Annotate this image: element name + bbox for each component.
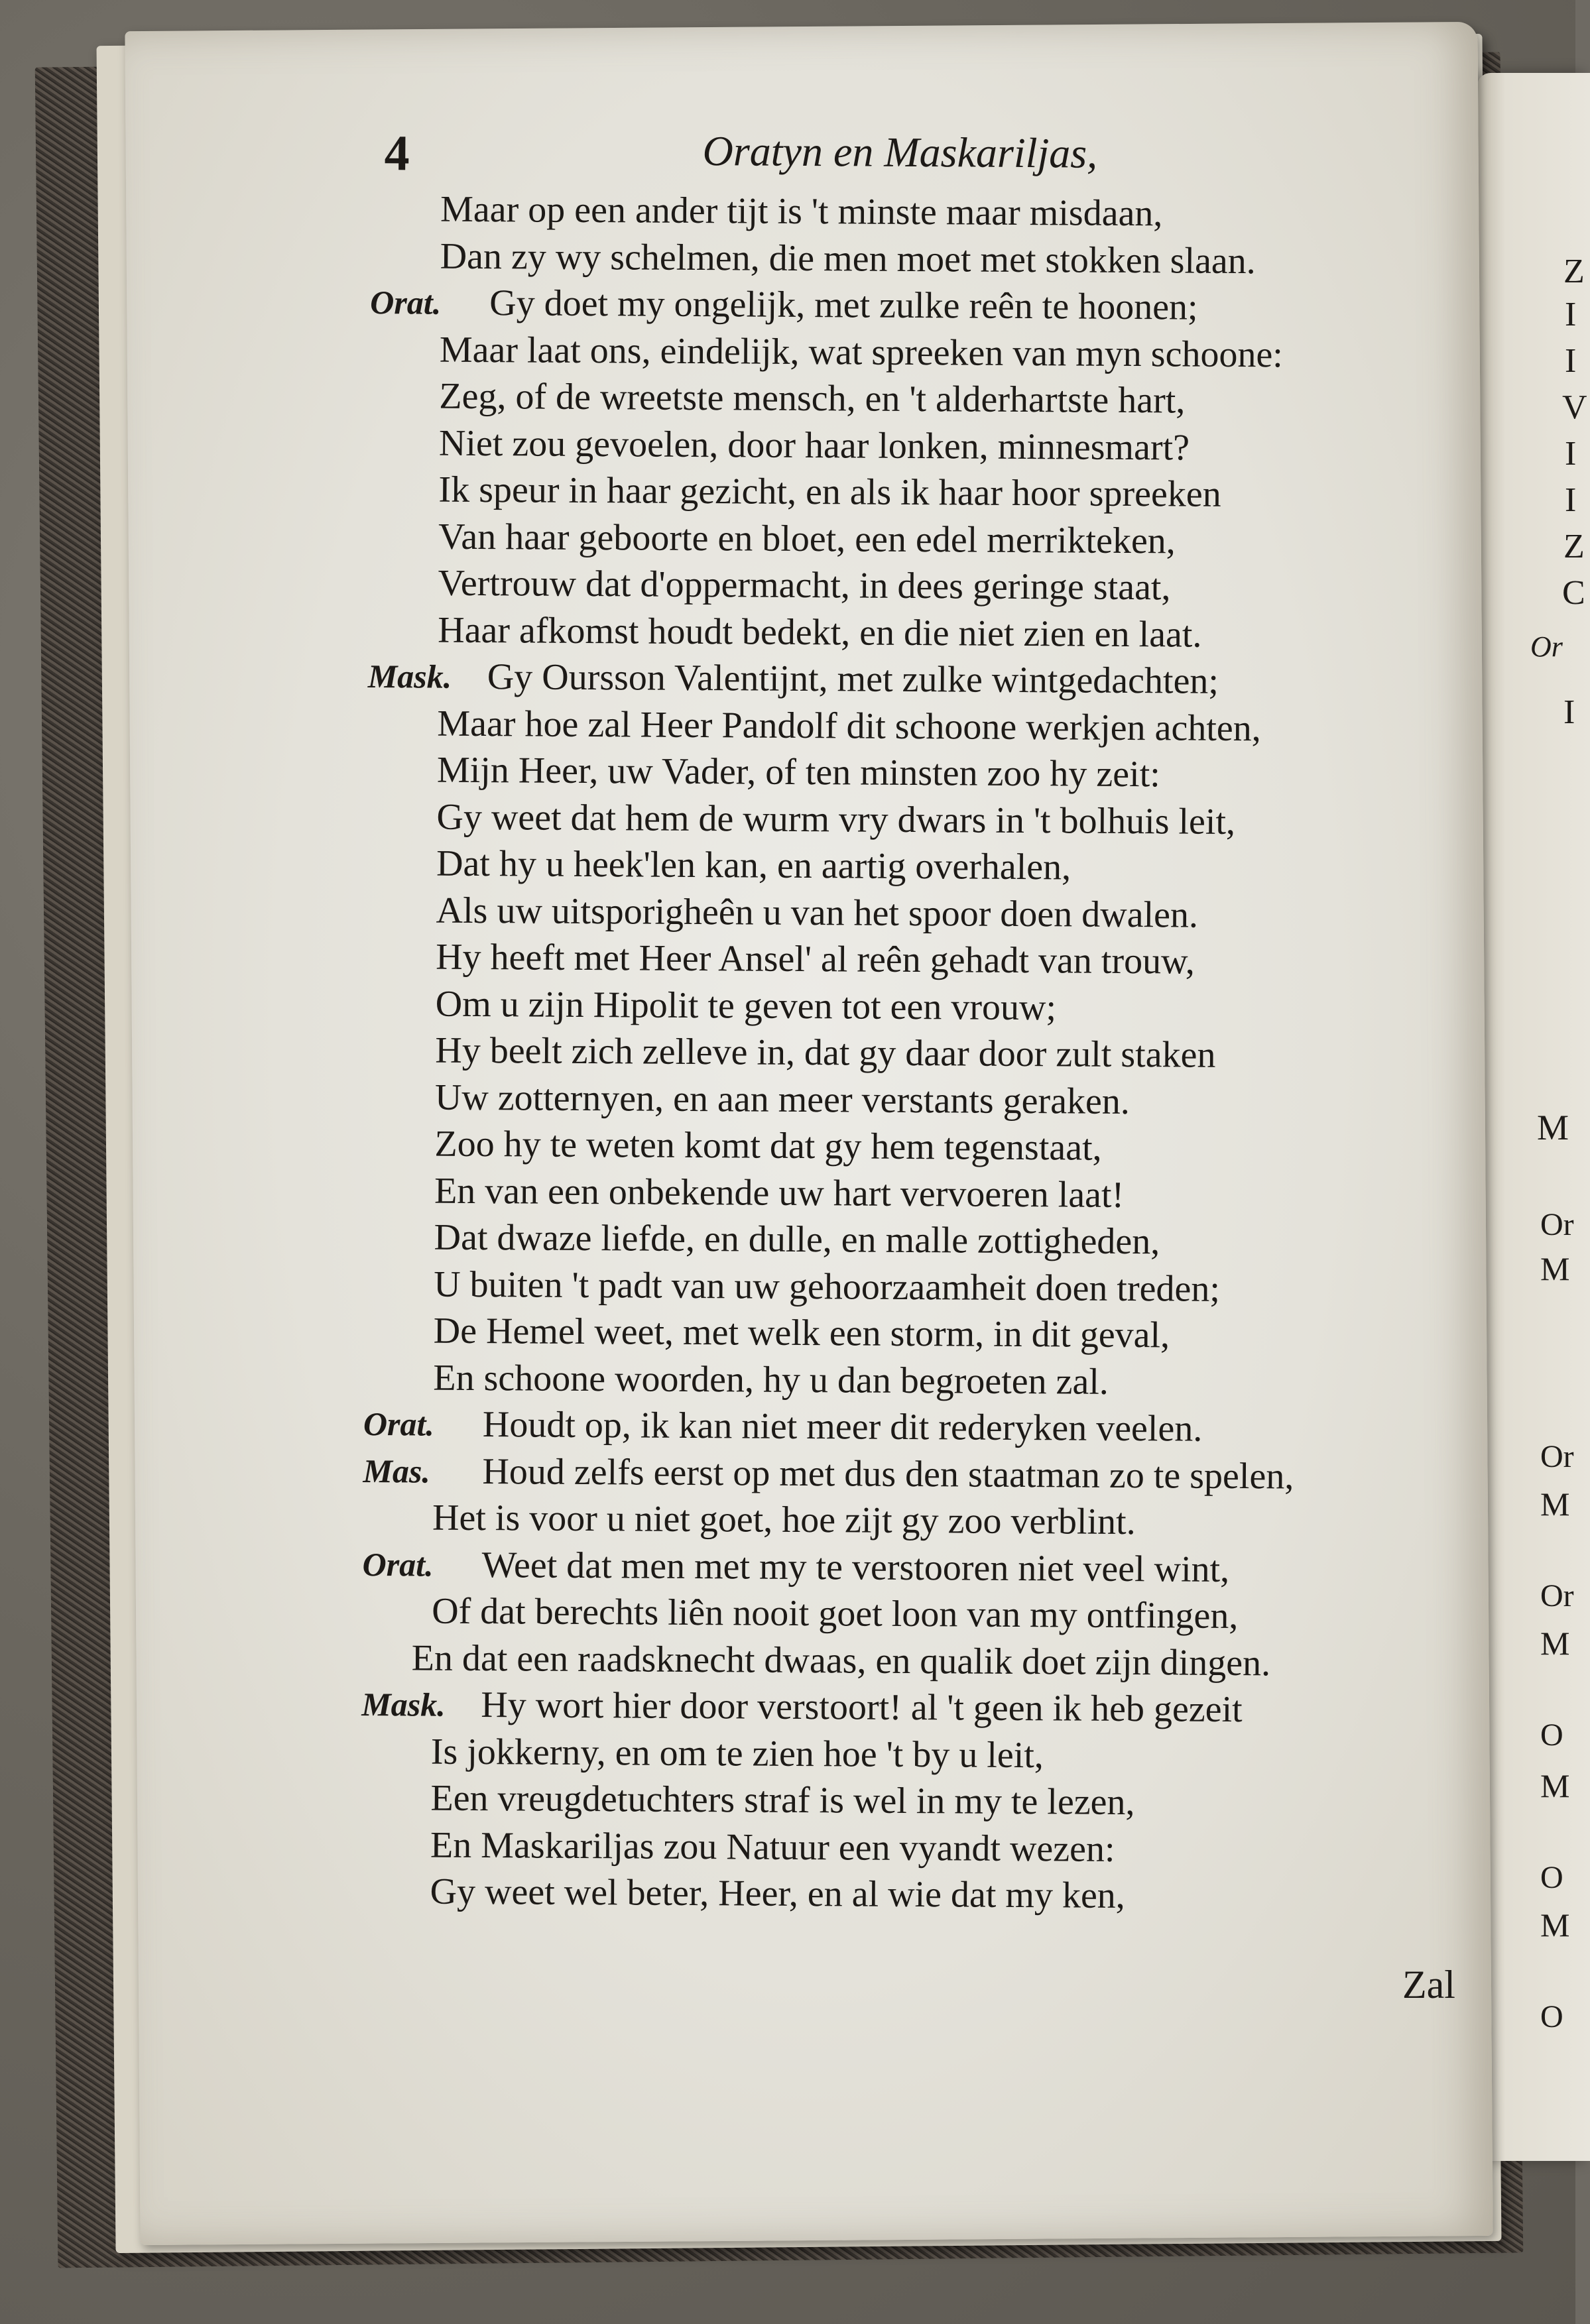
verse-line <box>369 512 1469 566</box>
verse-line <box>369 466 1469 520</box>
facing-fragment: M <box>1540 1767 1570 1804</box>
page-header <box>371 113 1472 192</box>
verse-text: Gy doet my ongelijk, met zulke reên te hoonen; <box>489 282 1198 328</box>
verse-text: De Hemel weet, met welk een storm, in dit geval, <box>433 1310 1170 1356</box>
facing-fragment: V <box>1562 388 1587 426</box>
verse-text: En dat een raadsknecht dwaas, en qualik doet zijn dingen. <box>411 1637 1271 1684</box>
verse-line <box>362 1634 1463 1688</box>
verse-line <box>370 232 1471 286</box>
catchword: Zal <box>1402 1963 1455 2006</box>
verse-text: Maar hoe zal Heer Pandolf dit schoone werkjen achten, <box>437 703 1261 749</box>
facing-fragment: M <box>1540 1906 1570 1944</box>
verse-line <box>361 1681 1462 1735</box>
facing-fragment: M <box>1540 1625 1570 1662</box>
verse-text: Als uw uitsporigheên u van het spoor doen dwalen. <box>436 890 1199 936</box>
verse-text: Uw zotternyen, en aan meer verstants geraken. <box>434 1076 1131 1122</box>
facing-fragment: Or <box>1530 630 1563 663</box>
verse-text: Hy heeft met Heer Ansel' al reên gehadt van trouw, <box>436 936 1195 982</box>
verse-text: Gy Oursson Valentijnt, met zulke wintgedachten; <box>487 656 1219 702</box>
verse-line <box>371 186 1471 239</box>
verse-text: En schoone woorden, hy u dan begroeten zal. <box>433 1357 1109 1403</box>
verse-text: En van een onbekende uw hart vervoeren laat! <box>434 1170 1125 1216</box>
verse-text: Ik speur in haar gezicht, en als ik haar hoor spreeken <box>438 469 1221 515</box>
verse-text: Dan zy wy schelmen, die men moet met stokken slaan. <box>440 235 1256 282</box>
verse-line <box>365 1167 1465 1220</box>
verse-text: Maar op een ander tijt is 't minste maar misdaan, <box>440 188 1163 235</box>
verse-text: Mijn Heer, uw Vader, of ten minsten zoo hy zeit: <box>436 749 1161 795</box>
verse-line <box>364 1214 1465 1267</box>
verse-line <box>364 1260 1465 1314</box>
facing-fragment: I <box>1565 296 1577 333</box>
verse-text: Een vreugdetuchters straf is wel in my te lezen, <box>430 1777 1135 1824</box>
verse-text: U buiten 't padt van uw gehoorzaamheit doen treden; <box>434 1263 1221 1310</box>
verse-text: Het is voor u niet goet, hoe zijt gy zoo verblint. <box>432 1497 1136 1543</box>
verse-line <box>367 840 1467 894</box>
verse-line <box>370 279 1471 333</box>
facing-fragment: Or <box>1540 1439 1574 1474</box>
running-head: Oratyn en Maskariljas, <box>702 127 1098 177</box>
verse-line <box>363 1401 1464 1454</box>
verse-line <box>368 606 1469 660</box>
verse-line <box>363 1354 1464 1407</box>
speaker-label: Mask. <box>367 657 452 695</box>
verse-line <box>365 1120 1465 1174</box>
speaker-label: Mas. <box>363 1452 431 1490</box>
verse-line <box>365 1073 1466 1127</box>
verse-line <box>367 793 1467 846</box>
speaker-label: Orat. <box>362 1545 434 1584</box>
facing-fragment: I <box>1565 481 1577 519</box>
verse-line <box>366 980 1467 1033</box>
verse-line <box>369 419 1470 473</box>
page-text <box>360 113 1472 1922</box>
page-number: 4 <box>384 125 410 182</box>
verse-text: Niet zou gevoelen, door haar lonken, minnesmart? <box>438 422 1190 469</box>
verse-line <box>363 1447 1463 1501</box>
verse-text: Houdt op, ik kan niet meer dit rederyken veelen. <box>482 1404 1203 1450</box>
verse-line <box>362 1588 1463 1641</box>
speaker-label: Mask. <box>361 1685 446 1723</box>
speaker-label: Orat. <box>363 1405 435 1443</box>
verse-line <box>367 746 1468 800</box>
facing-fragment: M <box>1537 1108 1569 1147</box>
verse-text: Is jokkerny, en om te zien hoe 't by u leit, <box>430 1731 1044 1776</box>
verse-text: Zeg, of de wreetste mensch, en 't alderhartste hart, <box>439 375 1186 422</box>
verse-line <box>365 1027 1466 1080</box>
verse-text: Dat hy u heek'len kan, en aartig overhalen, <box>436 842 1071 888</box>
verse-text: Maar laat ons, eindelijk, wat spreeken van myn schoone: <box>439 329 1284 375</box>
verse-text: Weet dat men met my te verstooren niet veel wint, <box>481 1544 1230 1590</box>
verse-line <box>370 325 1471 379</box>
facing-fragment: C <box>1562 574 1585 612</box>
verse-text: Dat dwaze liefde, en dulle, en malle zottigheden, <box>434 1216 1160 1263</box>
verse-line <box>367 699 1468 753</box>
verse-line <box>361 1727 1462 1781</box>
verse-text: Gy weet wel beter, Heer, en al wie dat my ken, <box>430 1871 1125 1916</box>
verse-lines <box>360 186 1471 1922</box>
verse-line <box>364 1307 1465 1361</box>
facing-fragment: Z <box>1563 253 1585 290</box>
verse-line <box>363 1494 1463 1548</box>
verse-text: Zoo hy te weten komt dat gy hem tegenstaat, <box>434 1123 1102 1169</box>
facing-fragment: Z <box>1563 528 1585 565</box>
facing-fragment: Or <box>1540 1207 1574 1242</box>
facing-fragment: I <box>1565 342 1577 380</box>
verse-line <box>361 1821 1461 1875</box>
verse-text: Haar afkomst houdt bedekt, en die niet zien en laat. <box>438 609 1202 656</box>
verse-text: Hy wort hier door verstoort! al 't geen ik heb gezeit <box>481 1684 1243 1731</box>
facing-fragment: M <box>1540 1485 1570 1523</box>
verse-text: Van haar geboorte en bloet, een edel merrikteken, <box>438 516 1176 561</box>
facing-fragment: O <box>1540 1999 1563 2034</box>
verse-line <box>369 373 1470 426</box>
facing-fragment: M <box>1540 1250 1570 1287</box>
verse-text: Houd zelfs eerst op met dus den staatman zo te spelen, <box>482 1450 1294 1497</box>
facing-fragment: O <box>1540 1717 1563 1753</box>
verse-text: En Maskariljas zou Natuur een vyandt wezen: <box>430 1824 1115 1870</box>
facing-page <box>1477 73 1590 2161</box>
verse-line <box>361 1774 1461 1828</box>
verse-text: Gy weet dat hem de wurm vry dwars in 't bolhuis leit, <box>436 796 1236 842</box>
verse-text: Of dat berechts liên nooit goet loon van my ontfingen, <box>432 1590 1239 1637</box>
verse-text: Om u zijn Hipolit te geven tot een vrouw; <box>435 983 1057 1028</box>
facing-fragment: I <box>1565 435 1577 473</box>
verse-line <box>362 1540 1463 1594</box>
verse-line <box>366 933 1467 987</box>
facing-fragment: Or <box>1540 1578 1574 1613</box>
verse-text: Vertrouw dat d'oppermacht, in dees geringe staat, <box>438 562 1171 609</box>
facing-fragment: I <box>1563 693 1575 731</box>
verse-text: Hy beelt zich zelleve in, dat gy daar door zult staken <box>435 1029 1216 1076</box>
verse-line <box>366 886 1467 940</box>
verse-line <box>368 559 1469 613</box>
verse-line <box>360 1868 1461 1922</box>
verse-line <box>368 653 1469 707</box>
speaker-label: Orat. <box>370 283 442 321</box>
facing-fragment: O <box>1540 1860 1563 1895</box>
